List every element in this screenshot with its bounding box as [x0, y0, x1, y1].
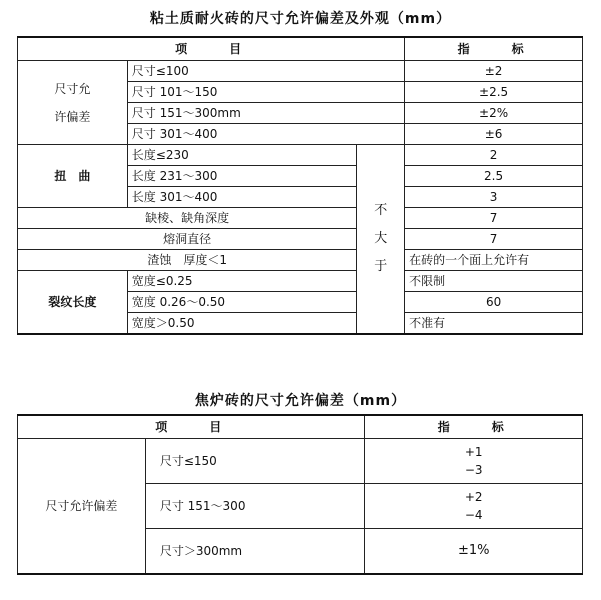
row-value: 7 — [405, 229, 583, 250]
row-label: 尺寸 151～300 — [145, 484, 365, 529]
row-value: ±1% — [365, 529, 583, 575]
row-label: 尺寸≤100 — [127, 61, 404, 82]
row-value: +1 −3 — [365, 439, 583, 484]
table1-title: 粘土质耐火砖的尺寸允许偏差及外观（mm） — [149, 11, 452, 27]
row-label: 尺寸 301～400 — [127, 124, 404, 145]
group-size-tolerance: 尺寸允 许偏差 — [18, 61, 128, 145]
group-crack: 裂纹长度 — [18, 271, 128, 335]
row-label: 长度 301～400 — [127, 187, 357, 208]
row-value: ±6 — [405, 124, 583, 145]
row-label: 尺寸≤150 — [145, 439, 365, 484]
row-label: 尺寸 101～150 — [127, 82, 404, 103]
row-value: 3 — [405, 187, 583, 208]
row-label: 宽度≤0.25 — [127, 271, 357, 292]
group-twist: 扭 曲 — [18, 145, 128, 208]
clay-brick-table — [17, 36, 583, 335]
group-size-tolerance: 尺寸允许偏差 — [18, 439, 146, 575]
header-item: 项 目 — [18, 37, 405, 61]
coke-oven-brick-table — [17, 414, 583, 575]
row-label: 渣蚀 厚度＜1 — [18, 250, 357, 271]
row-label: 宽度＞0.50 — [127, 313, 357, 335]
row-value: 不限制 — [405, 271, 583, 292]
row-value: ±2 — [405, 61, 583, 82]
row-label: 长度≤230 — [127, 145, 357, 166]
row-value: 在砖的一个面上允许有 — [405, 250, 583, 271]
table2-title: 焦炉砖的尺寸允许偏差（mm） — [194, 393, 407, 409]
row-label: 尺寸 151～300mm — [127, 103, 404, 124]
row-value: 2.5 — [405, 166, 583, 187]
row-value: 60 — [405, 292, 583, 313]
row-value: 2 — [405, 145, 583, 166]
not-greater-than: 不 大 于 — [357, 145, 405, 335]
header-value: 指 标 — [365, 415, 583, 439]
row-label: 宽度 0.26～0.50 — [127, 292, 357, 313]
row-value: ±2.5 — [405, 82, 583, 103]
row-label: 长度 231～300 — [127, 166, 357, 187]
row-value: ±2% — [405, 103, 583, 124]
row-label: 熔洞直径 — [18, 229, 357, 250]
header-value: 指 标 — [405, 37, 583, 61]
row-label: 尺寸＞300mm — [145, 529, 365, 575]
header-item: 项 目 — [18, 415, 365, 439]
row-value: 不准有 — [405, 313, 583, 335]
row-label: 缺棱、缺角深度 — [18, 208, 357, 229]
row-value: 7 — [405, 208, 583, 229]
row-value: +2 −4 — [365, 484, 583, 529]
